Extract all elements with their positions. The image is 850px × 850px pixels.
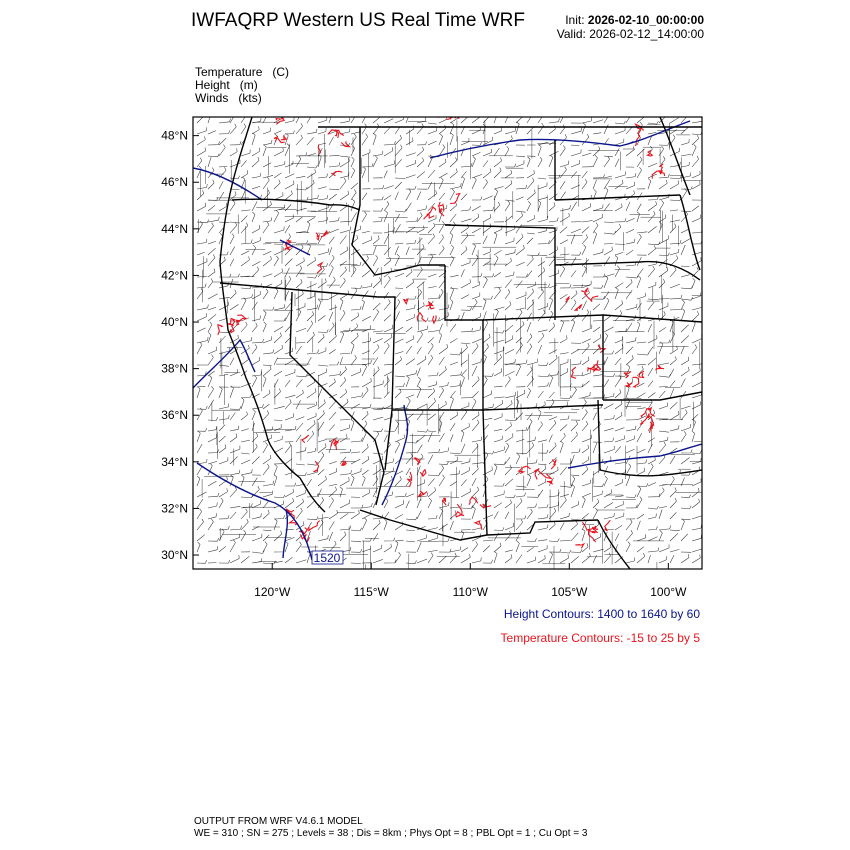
lat-tick-label: 46°N: [161, 175, 188, 190]
height-contour: [568, 444, 702, 468]
lon-tick-label: 100°W: [650, 585, 687, 599]
temperature-contour: [571, 367, 576, 378]
temperature-contour: [535, 469, 540, 480]
border-kansas: [603, 315, 702, 322]
border-wyoming: [445, 225, 555, 320]
border-36n: [483, 405, 603, 410]
temperature-contour: [450, 194, 460, 204]
temperature-contour: [547, 480, 553, 484]
lat-tick-label: 48°N: [161, 128, 188, 143]
valid-label: Valid:: [556, 27, 586, 41]
model-info-line2: WE = 310 ; SN = 275 ; Levels = 38 ; Dis = 8km ; Phys Opt = 8 ; PBL Opt = 1 ; Cu Opt = 3: [194, 828, 588, 839]
lat-tick-label: 32°N: [161, 501, 188, 516]
temperature-contour: [650, 422, 653, 433]
border-nv-ut: [378, 297, 395, 410]
wind-barb-field: [197, 111, 703, 564]
border-utah: [392, 265, 483, 410]
lon-tick-label: 120°W: [254, 585, 291, 599]
temperature-contour: [656, 365, 664, 371]
temperature-contour: [407, 472, 411, 487]
height-contour: [197, 463, 312, 560]
temperature-contour: [218, 325, 222, 335]
temperature-contour: [429, 304, 434, 309]
height-contour: [280, 240, 310, 255]
map-title: IWFAQRP Western US Real Time WRF: [191, 10, 525, 31]
temperature-contour: [317, 263, 322, 273]
lon-tick-label: 110°W: [452, 585, 488, 599]
temperature-contour: [403, 299, 407, 304]
init-value: 2026-02-10_00:00:00: [587, 13, 704, 27]
border-ca-nv: [290, 292, 384, 505]
model-info-line1: OUTPUT FROM WRF V4.6.1 MODEL: [194, 816, 363, 827]
temperature-contour: [648, 150, 653, 156]
temperature-contour: [321, 231, 328, 237]
wind-barbs: [197, 111, 703, 564]
temperature-contour: [427, 213, 434, 218]
temperature-contour: [626, 383, 633, 387]
border-nv-az: [385, 410, 392, 470]
temperature-contour: [282, 136, 287, 141]
temperature-contour: [585, 293, 593, 301]
temperature-contour: [446, 109, 450, 117]
temperature-contour: [443, 498, 447, 505]
temperature-contour: [309, 521, 320, 531]
temperature-contour: [288, 95, 296, 102]
temperature-contour: [419, 491, 427, 496]
lat-tick-label: 38°N: [161, 361, 188, 376]
border-colorado: [483, 315, 603, 400]
temperature-contour: [420, 470, 426, 477]
height-contour-value: 1520: [313, 551, 341, 565]
lat-tick-label: 40°N: [161, 315, 188, 330]
lon-tick-label: 115°W: [353, 585, 389, 599]
border-mexico-az: [360, 510, 487, 540]
temperature-contour: [439, 109, 448, 117]
lat-tick-label: 42°N: [161, 268, 188, 283]
temperature-contour: [328, 130, 344, 136]
temperature-contour: [519, 466, 531, 473]
height-contour-label: [312, 551, 343, 565]
temperature-contour: [537, 470, 551, 479]
valid-value: 2026-02-12_14:00:00: [589, 27, 704, 41]
height-contour: [193, 168, 262, 200]
temperature-contour: [302, 435, 309, 443]
temperature-contour: [633, 377, 639, 387]
field-temperature: Temperature (C): [195, 65, 290, 79]
temperature-contour: [331, 171, 342, 176]
height-contour: [193, 340, 255, 388]
field-winds: Winds (kts): [195, 91, 262, 105]
temperature-contour: [445, 109, 451, 113]
temperature-contour: [575, 304, 582, 310]
init-label: Init:: [565, 13, 585, 27]
lat-tick-label: 34°N: [161, 454, 188, 469]
lon-tick-label: 105°W: [551, 585, 588, 599]
height-contour-legend: Height Contours: 1400 to 1640 by 60: [503, 607, 700, 621]
temperature-contour: [551, 459, 556, 469]
temperature-contour: [342, 141, 350, 146]
border-wa-or: [232, 199, 360, 210]
field-height: Height (m): [195, 78, 258, 92]
temperature-contour: [598, 345, 605, 353]
temperature-contour: [285, 247, 293, 251]
temperature-contour: [639, 371, 644, 378]
border-oklahoma: [603, 392, 702, 400]
temperature-contour: [582, 288, 588, 293]
lat-tick-label: 36°N: [161, 408, 188, 423]
temperature-contour: [605, 520, 611, 531]
temperature-contour: [316, 233, 319, 240]
lat-tick-label: 44°N: [161, 221, 188, 236]
lat-tick-label: 30°N: [161, 548, 188, 563]
temperature-contour: [575, 544, 583, 548]
border-idaho: [352, 127, 445, 275]
temperature-contour: [433, 315, 436, 323]
height-contour: [382, 405, 408, 505]
temperature-contour: [565, 297, 569, 302]
border-east: [660, 117, 690, 195]
temperature-contour-legend: Temperature Contours: -15 to 25 by 5: [500, 631, 700, 645]
